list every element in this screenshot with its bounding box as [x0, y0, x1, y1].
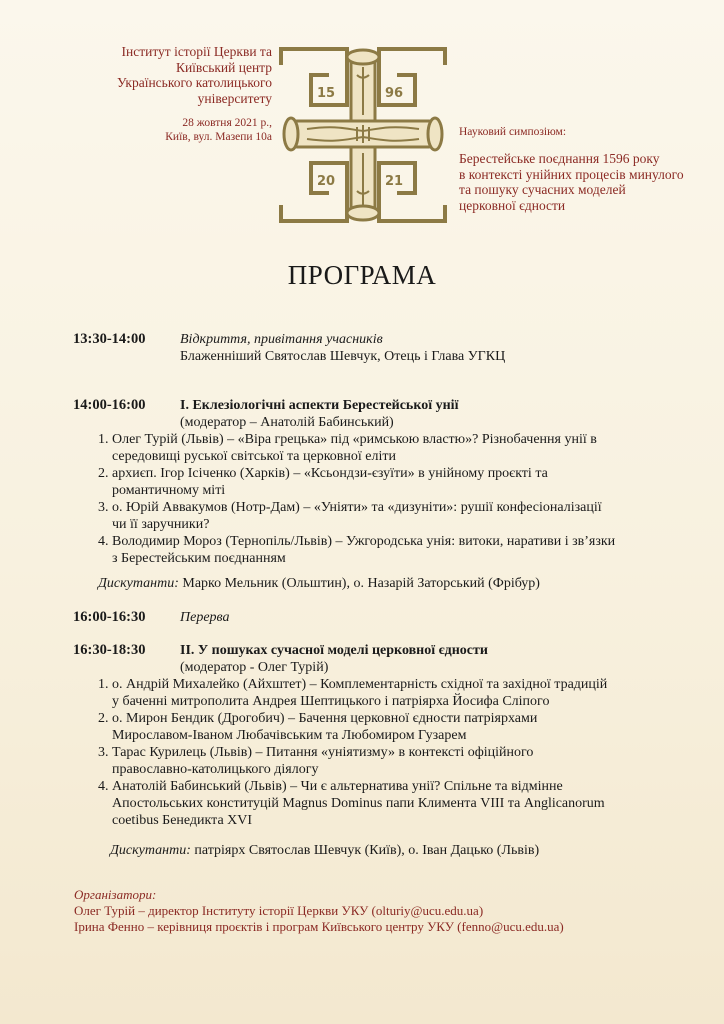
- talk-item-cont: Апостольських конституцій Magnus Dominus папи Климента VIII та Anglicanorum: [112, 796, 605, 811]
- organizers-label: Організатори:: [74, 887, 157, 902]
- event-date-block: [60, 116, 272, 144]
- discussants-names: Марко Мельник (Ольштин), о. Назарій Заторський (Фрібур): [178, 576, 540, 591]
- session-moderator: (модератор – Анатолій Бабинський): [180, 415, 394, 430]
- emblem-digit: 96: [385, 86, 404, 101]
- organizer-line: Олег Турій – директор Інституту історії Церкви УКУ (olturiy@ucu.edu.ua): [74, 903, 484, 918]
- organizer-line: Ірина Фенно – керівниця проєктів і програм Київського центру УКУ (fenno@ucu.edu.ua): [74, 919, 564, 934]
- organizers-block: [74, 887, 564, 935]
- talk-item: 4. Анатолій Бабинський (Львів) – Чи є альтернатива унії? Спільне та відмінне: [98, 779, 563, 794]
- session-title: Відкриття, привітання учасників: [180, 332, 383, 347]
- talk-item-cont: Мирославом-Іваном Любачівським та Любомиром Гузарем: [112, 728, 467, 743]
- talk-item: 4. Володимир Мороз (Тернопіль/Львів) – Ужгородська унія: витоки, наративи і зв’язки: [98, 534, 616, 549]
- discussants-label: Дискутанти:: [110, 843, 191, 858]
- session-title: ІІ. У пошуках сучасної моделі церковної єдности: [180, 643, 488, 658]
- talk-item-cont: чи її заручники?: [112, 517, 210, 532]
- session-title: Перерва: [180, 610, 230, 625]
- session-time: 13:30-14:00: [73, 331, 146, 347]
- talk-item: 1. Олег Турій (Львів) – «Віра грецька» під «римською властю»? Різнобачення унії в: [98, 432, 597, 447]
- symposium-title-line: в контексті унійних процесів минулого: [459, 166, 684, 182]
- session-time: 14:00-16:00: [73, 397, 146, 413]
- institute-line: Київський центр: [175, 59, 272, 75]
- session-time: 16:00-16:30: [73, 609, 146, 625]
- event-date: 28 жовтня 2021 р.,: [182, 117, 272, 129]
- discussants: [98, 575, 540, 592]
- symposium-title-line: церковної єдности: [459, 197, 566, 213]
- symposium-block: [459, 126, 699, 213]
- talk-item-cont: романтичному міті: [112, 483, 226, 498]
- talk-item: 3. о. Юрій Аввакумов (Нотр-Дам) – «Уніяти» та «дизуніти»: рушії конфесіоналізації: [98, 500, 602, 515]
- institute-block: [60, 44, 272, 144]
- session-moderator: (модератор - Олег Турій): [180, 660, 329, 675]
- talk-item: 2. о. Мирон Бендик (Дрогобич) – Бачення церковної єдности патріярхами: [98, 711, 538, 726]
- emblem-digit: 15: [317, 86, 336, 101]
- talk-item: 2. архиєп. Ігор Ісіченко (Харків) – «Ксьондзи-єзуїти» в унійному проєкті та: [98, 466, 548, 481]
- symposium-title-line: та пошуку сучасних моделей: [459, 182, 626, 197]
- discussants: [110, 842, 539, 859]
- talk-item-cont: у баченні митрополита Андрея Шептицького і патріярха Йосифа Сліпого: [112, 694, 550, 709]
- talk-item-cont: coetibus Бенедикта XVI: [112, 813, 253, 828]
- institute-line: Українського католицького: [117, 75, 272, 90]
- page-title: ПРОГРАМА: [287, 260, 437, 290]
- session-speaker: Блаженніший Святослав Шевчук, Отець і Глава УГКЦ: [180, 349, 506, 364]
- symposium-label: Науковий симпозіюм:: [459, 126, 567, 138]
- session-time: 16:30-18:30: [73, 642, 146, 658]
- talk-item-cont: з Берестейським поєднанням: [112, 551, 286, 566]
- symposium-title-line: Берестейське поєднання 1596 року: [459, 151, 660, 166]
- emblem-digit: 21: [385, 174, 404, 189]
- symposium-title: [459, 151, 699, 213]
- event-address: Київ, вул. Мазепи 10а: [165, 131, 272, 143]
- session-title: І. Еклезіологічні аспекти Берестейської унії: [180, 398, 459, 413]
- emblem-digit: 20: [317, 174, 336, 189]
- talk-item: 1. о. Андрій Михалейко (Айхштет) – Комплементарність східної та західної традицій: [98, 677, 608, 692]
- cross-handshake-emblem-icon: [277, 45, 449, 225]
- discussants-names: патріярх Святослав Шевчук (Київ), о. Іван Дацько (Львів): [190, 843, 540, 858]
- talk-item-cont: православно-католицького діялогу: [112, 762, 319, 777]
- talk-item: 3. Тарас Курилець (Львів) – Питання «уніятизму» в контексті офіційного: [98, 745, 534, 760]
- institute-line: Інститут історії Церкви та: [121, 44, 272, 59]
- talk-item-cont: середовищі руської світської та церковної еліти: [112, 449, 396, 464]
- discussants-label: Дискутанти:: [98, 576, 179, 591]
- institute-line: університету: [197, 90, 272, 106]
